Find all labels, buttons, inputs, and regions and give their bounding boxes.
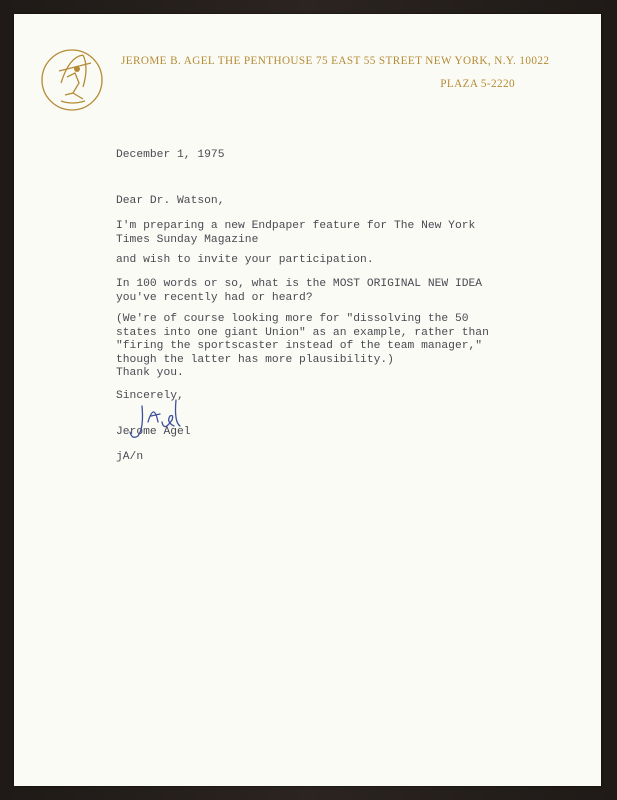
letter-salutation: Dear Dr. Watson, bbox=[116, 195, 225, 207]
handwritten-signature bbox=[124, 392, 204, 452]
letter-paragraph-2: and wish to invite your participation. bbox=[116, 254, 374, 266]
letter-closing: Sincerely, bbox=[116, 390, 184, 402]
archer-logo-icon bbox=[39, 43, 105, 115]
letter-thanks: Thank you. bbox=[116, 367, 184, 379]
letter-signer-name: Jerome Agel bbox=[116, 426, 191, 438]
letter-page bbox=[14, 14, 601, 786]
letter-paragraph-3: In 100 words or so, what is the MOST ORIGINAL NEW IDEA you've recently had or heard? bbox=[116, 278, 483, 304]
letter-date: December 1, 1975 bbox=[116, 149, 225, 161]
letter-paragraph-1: I'm preparing a new Endpaper feature for The New York Times Sunday Magazine bbox=[116, 220, 476, 246]
letterhead-address: JEROME B. AGEL THE PENTHOUSE 75 EAST 55 STREET NEW YORK, N.Y. 10022 bbox=[121, 55, 550, 67]
letter-paragraph-4: (We're of course looking more for "dissolving the 50 states into one giant Union" as an example, rather than "firing the sportscaster instead of the team manager," though the latter has more plausibility.) bbox=[116, 313, 489, 366]
letterhead-phone: PLAZA 5-2220 bbox=[440, 78, 515, 90]
letter-reference-initials: jA/n bbox=[116, 451, 144, 463]
